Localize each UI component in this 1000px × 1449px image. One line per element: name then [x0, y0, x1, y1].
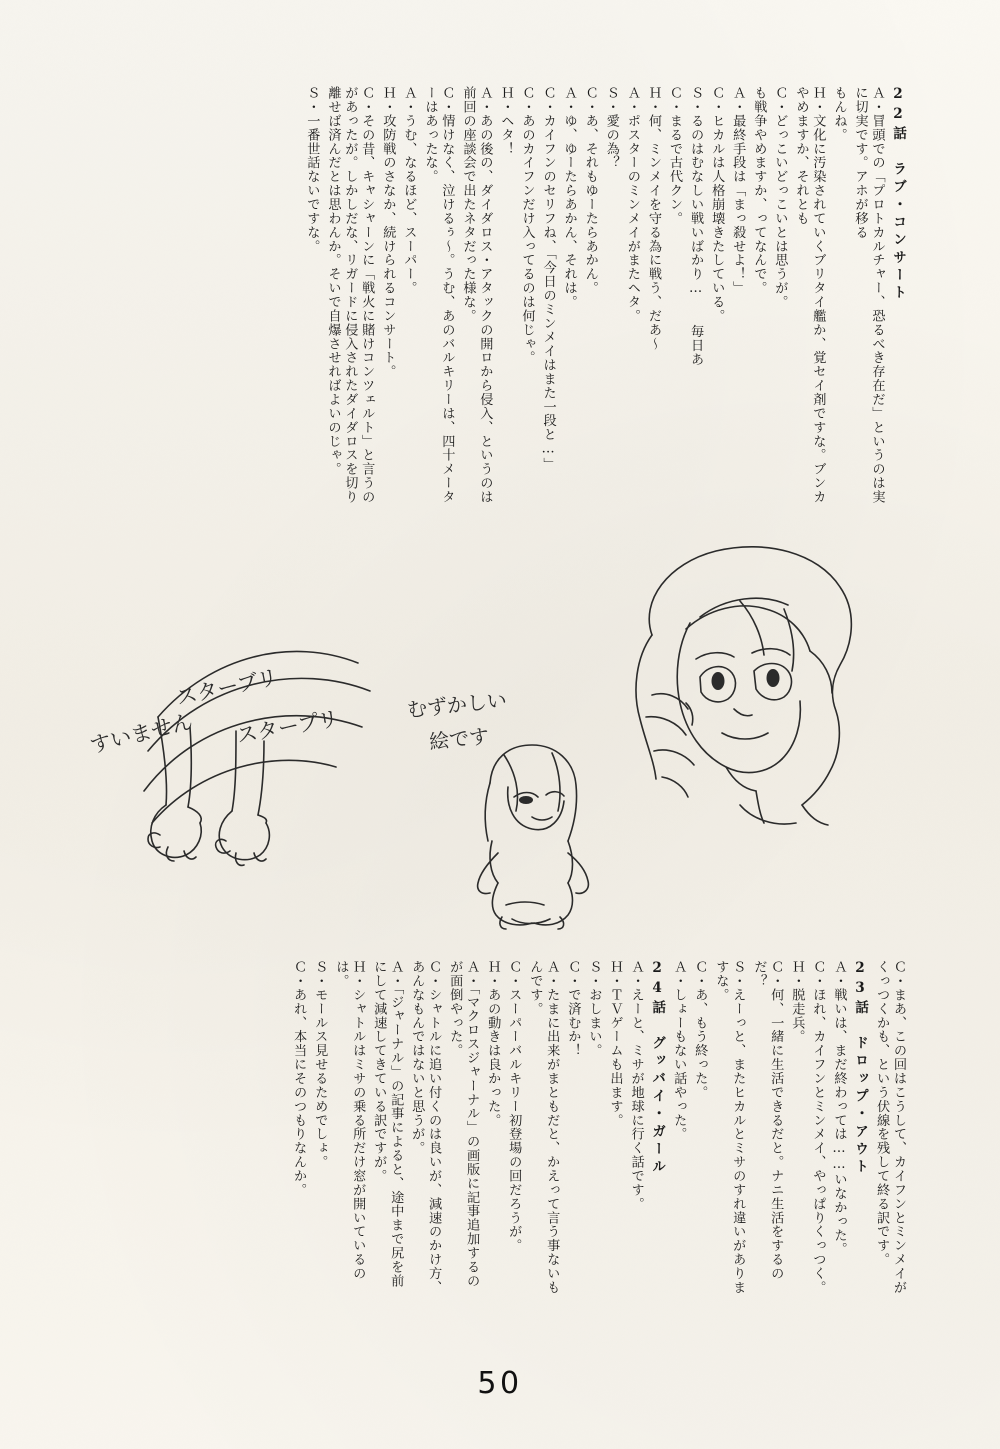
transcript-line: Ｃ・あのカイフンだけ入ってるのは何じゃ。	[519, 86, 535, 365]
transcript-line: Ｈ・シャトルはミサの乗る所だけ窓が開いているのは。	[333, 960, 366, 1281]
bottom-column-flow	[34, 960, 906, 1300]
transcript-line: Ａ・ゆ、ゆーたらあかん、それは。	[561, 86, 577, 309]
transcript-line: Ａ・戦いは、まだ終わっては……いなかった。	[831, 960, 847, 1257]
stop-puri-caption-2: スタープリ	[234, 706, 341, 748]
transcript-line: Ｃ・情けなく、泣けるぅ～。うむ、あのバルキリーは、四十メーターはあったな。	[422, 86, 455, 504]
transcript-line: Ｃ・あ、もう終った。	[692, 960, 708, 1100]
transcript-line: Ｈ・あの動きは良かった。	[485, 960, 501, 1128]
transcript-line: Ａ・うむ、なるほど、スーパー。	[401, 86, 417, 295]
transcript-line: Ｓ・愛の為？	[603, 86, 619, 170]
transcript-line: Ｃ・その昔、キャシャーンに「戦火に賭けコンツェルト」と言うのがあったが。しかしだな、リガードに侵入されたダイダロスを切り離せば済んだとは思わんか。そいで自爆させればよいのじゃ。	[325, 86, 375, 504]
top-column-flow	[34, 86, 906, 506]
transcript-line: Ｈ・攻防戦のさなか、続けられるコンサート。	[380, 86, 396, 379]
transcript-line: Ｈ・何、ミンメイを守る為に戦う、だあ～	[645, 86, 661, 351]
transcript-line: Ａ・ポスターのミンメイがまたヘタ。	[624, 86, 640, 323]
top-text-block	[34, 86, 906, 506]
transcript-line: Ｈ・脱走兵。	[789, 960, 805, 1044]
transcript-line: Ｈ・ＴＶゲームも出ます。	[607, 960, 623, 1128]
transcript-line: Ｃ・で済むか！	[565, 960, 581, 1058]
transcript-line: Ｓ・モールス見せるためでしょ。	[312, 960, 328, 1169]
sketch-canvas	[40, 505, 960, 935]
transcript-line: Ｈ・ヘタ！	[498, 86, 514, 156]
sumimasen-caption: すいません	[87, 709, 196, 758]
transcript-line: Ｓ・おしまい。	[586, 960, 602, 1058]
transcript-line: もんね。	[831, 86, 847, 142]
transcript-line: Ａ・しょーもない話やった。	[671, 960, 687, 1142]
transcript-line: Ｓ・一番世話ないですな。	[304, 86, 320, 254]
stop-puri-caption-1: スターブリ	[174, 664, 280, 710]
transcript-line: Ｓ・るのはむなしい戦いばかり… 毎日あ	[688, 86, 704, 367]
transcript-line: Ｃ・どっこいどっこいとは思うが。	[772, 86, 788, 309]
transcript-line: Ｃ・カイフンのセリフね、「今日のミンメイはまた一段と…」	[540, 86, 556, 472]
seated-figure-sketch	[478, 745, 589, 929]
muzukashii-caption-line2: 絵です	[428, 723, 491, 754]
transcript-line: も戦争やめますか、ってなんで。	[751, 86, 767, 295]
transcript-line: Ｃ・まるで古代クン。	[667, 86, 683, 226]
transcript-line: Ｃ・シャトルに追い付くのは良いが、減速のかけ方、あんなもんではないと思うが。	[409, 960, 442, 1295]
illustration-area	[40, 505, 960, 935]
transcript-line: Ａ・冒頭での「プロトカルチャー、恐るべき存在だ」というのは実に切実です。アホが移る	[852, 86, 885, 504]
transcript-line: Ａ・たまに出来がまともだと、かえって言う事ないもんです。	[527, 960, 560, 1295]
transcript-line: Ｓ・えーっと、またヒカルとミサのすれ違いがありますな。	[713, 960, 746, 1295]
transcript-line: Ａ・あの後の、ダイダロス・アタックの開ロから侵入、というのは前回の座談会で出たネタだった様な。	[460, 86, 493, 504]
transcript-line: Ｃ・ヒカルは人格崩壊きたしている。	[709, 86, 725, 323]
transcript-line: Ｃ・あれ、本当にそのつもりなんか。	[291, 960, 307, 1197]
transcript-line: Ｃ・まあ、この回はこうして、カイフンとミンメイがくっつくかも、という伏線を残して終る訳です。	[874, 960, 906, 1295]
transcript-line: Ｃ・スーパーバルキリー初登場の回だろうが。	[506, 960, 522, 1253]
transcript-line: Ｈ・文化に汚染されていくブリタイ艦か、覚セイ剤ですな。ブンカやめますか、それとも	[793, 86, 826, 504]
transcript-line: Ａ・えーと、ミサが地球に行く話です。	[628, 960, 644, 1211]
page-number: 50	[477, 1366, 523, 1401]
transcript-line: Ｃ・あ、それもゆーたらあかん。	[582, 86, 598, 295]
transcript-line: Ｃ・何、一緒に生活できるだと。ナニ生活をするのだ？	[751, 960, 784, 1281]
transcript-line: Ａ・最終手段は「まっ殺せよ！」	[730, 86, 746, 295]
section-heading-24: 24話 グッバイ・ガール	[649, 960, 666, 1177]
girl-portrait-sketch	[636, 547, 851, 825]
transcript-line: Ａ・「ジャーナル」の記事によると、途中まで尻を前にして減速してきている訳ですが。	[371, 960, 404, 1288]
transcript-line: Ｃ・ほれ、カイフンとミンメイ、やっぱりくっつく。	[810, 960, 826, 1295]
bottom-text-block	[34, 960, 906, 1300]
transcript-line: Ａ・「マクロスジャーナル」の画版に記事追加するのが面倒やった。	[447, 960, 480, 1288]
section-heading-23: 23話 ドロップ・アウト	[852, 960, 869, 1177]
muzukashii-caption-line1: むずかしい	[406, 687, 508, 722]
section-heading-22: 22話 ラブ・コンサート	[890, 86, 906, 303]
